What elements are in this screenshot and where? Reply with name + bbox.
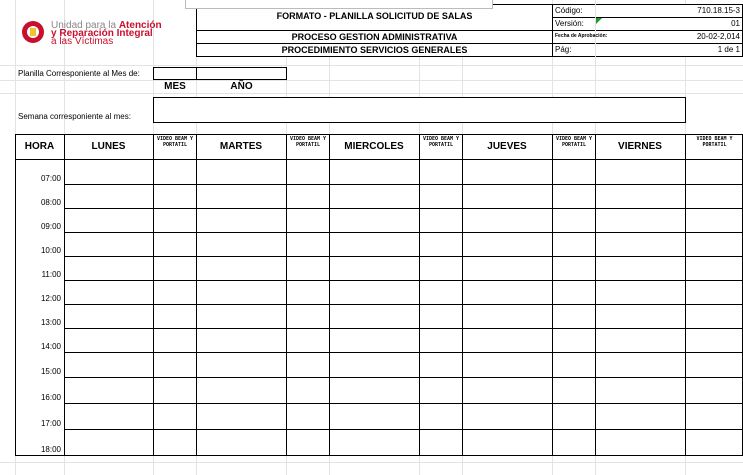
day-header-viernes: VIERNES [618, 141, 662, 152]
semana-label: Semana corresponiente al mes: [18, 112, 131, 121]
time-label: 10:00 [40, 246, 61, 255]
version-value: 01 [731, 19, 740, 28]
day-header-jueves: JUEVES [487, 141, 527, 152]
time-label: 08:00 [40, 198, 61, 207]
version-label: Versión: [555, 19, 584, 28]
time-label: 16:00 [40, 393, 61, 402]
form-title: FORMATO - PLANILLA SOLICITUD DE SALAS [276, 11, 473, 21]
schedule-table [15, 134, 743, 456]
process-title: PROCESO GESTION ADMINISTRATIVA [291, 32, 458, 42]
time-label: 12:00 [40, 294, 61, 303]
videobeam-header: VIDEO BEAM Y PORTATIL [289, 136, 327, 148]
hora-header: HORA [24, 141, 55, 152]
time-label: 17:00 [40, 419, 61, 428]
logo-text-2a: y [51, 28, 60, 39]
procedure-title: PROCEDIMIENTO SERVICIOS GENERALES [281, 45, 468, 55]
logo-cell [15, 4, 197, 57]
videobeam-header: VIDEO BEAM Y PORTATIL [555, 136, 593, 148]
time-label: 13:00 [40, 318, 61, 327]
codigo-value: 710.18.15-3 [697, 6, 740, 15]
fecha-label: Fecha de Aprobación: [555, 33, 608, 39]
time-label: 18:00 [40, 445, 61, 454]
fecha-value: 20-02-2,014 [696, 32, 740, 41]
time-label: 14:00 [40, 342, 61, 351]
mes-label: MES [164, 81, 186, 92]
anio-input[interactable] [196, 67, 287, 80]
logo-text-1a: Unidad para la [51, 20, 119, 31]
time-label: 11:00 [41, 270, 61, 279]
videobeam-header: VIDEO BEAM Y PORTATIL [696, 136, 733, 148]
pag-label: Pág: [555, 45, 572, 54]
time-label: 15:00 [40, 367, 61, 376]
videobeam-header: VIDEO BEAM Y PORTATIL [156, 136, 194, 148]
mes-input[interactable] [153, 67, 197, 80]
day-header-martes: MARTES [219, 141, 263, 152]
pag-value: 1 de 1 [717, 45, 740, 54]
comment-marker-icon [596, 18, 602, 24]
logo-text-2b: Reparación Integral [59, 28, 153, 39]
logo-text-line3: a las Víctimas [51, 36, 114, 47]
day-header-miercoles: MIERCOLES [344, 141, 404, 152]
logo-text-1b: Atención [118, 20, 162, 31]
coat-of-arms-icon [22, 21, 44, 43]
anio-label: AÑO [230, 81, 253, 92]
tooltip-overlay [185, 0, 493, 9]
codigo-label: Código: [555, 6, 583, 15]
time-label: 09:00 [40, 222, 61, 231]
time-label: 07:00 [40, 174, 61, 183]
planilla-label: Planilla Corresponiente al Mes de: [18, 69, 140, 78]
day-header-lunes: LUNES [91, 141, 126, 152]
semana-input[interactable] [153, 97, 686, 123]
videobeam-header: VIDEO BEAM Y PORTATIL [422, 136, 460, 148]
